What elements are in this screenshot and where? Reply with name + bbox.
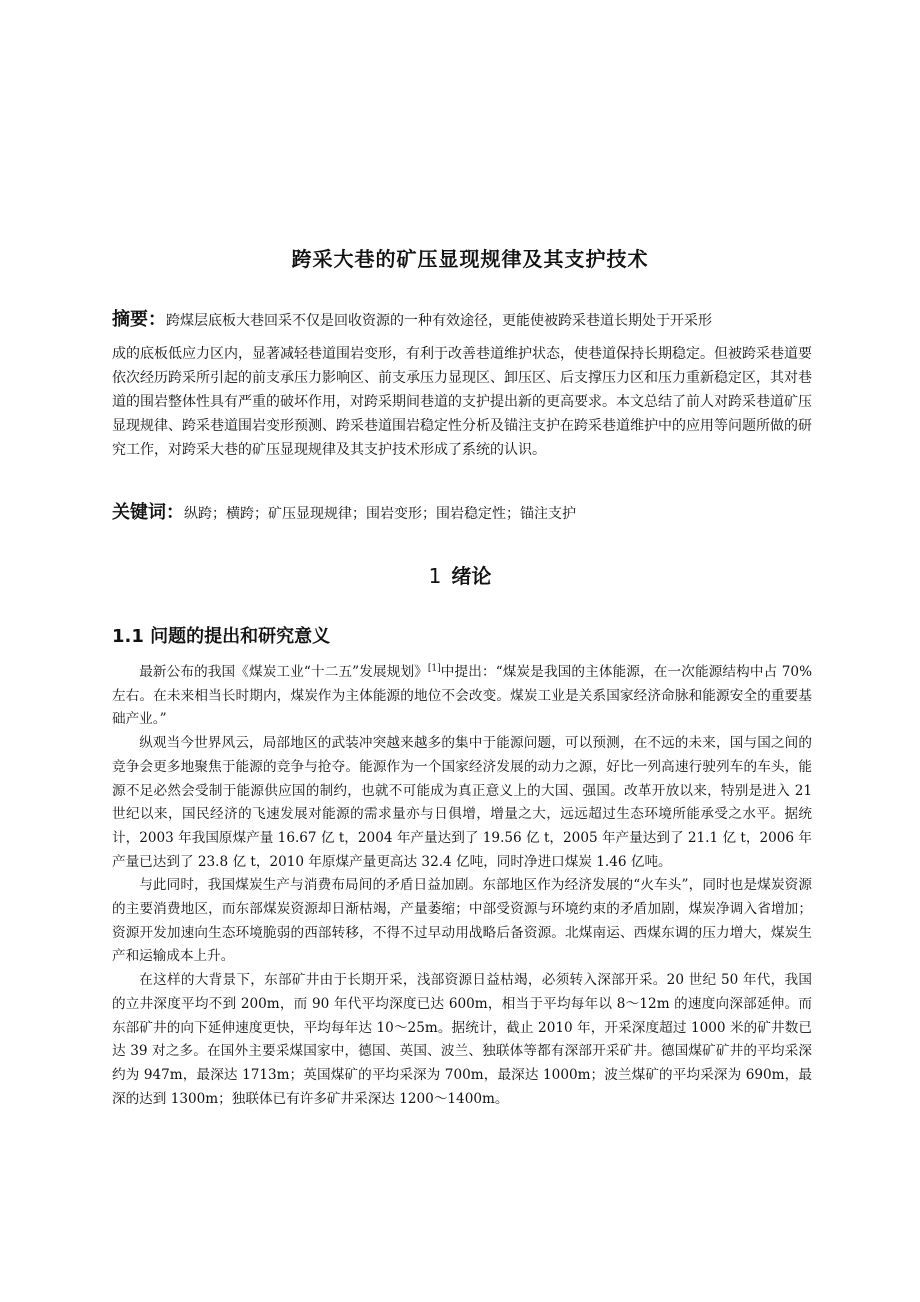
keywords-label: 关键词： [112,502,184,523]
paragraph-1 [112,661,812,732]
abstract-label: 摘要： [112,309,166,330]
chapter-title: 绪论 [451,564,492,588]
paragraph-1-before: 最新公布的我国《煤炭工业“十二五”发展规划》 [139,664,428,680]
abstract-first-line [112,305,812,336]
keywords [112,500,812,527]
citation-ref: [1] [427,663,441,674]
abstract-first-text: 跨煤层底板大巷回采不仅是回收资源的一种有效途径，更能使被跨采巷道长期处于开采形 [166,313,712,329]
paragraph-2: 纵观当今世界风云，局部地区的武装冲突越来越多的集中于能源问题，可以预测，在不远的未来，国与国之间的竞争会更多地聚焦于能源的竞争与抢夺。能源作为一个国家经济发展的动力之源，好比一列高速行驶列车的车头，能源不足必然会受制于能源供应国的制约，也就不可能成为真正意义上的大国、强国。改革开放以来，特别是进入 21 世纪以来，国民经济的飞速发展对能源的需求量亦与日俱增，增量之大，远远超过生态环境所能承受之水平。据统计，2003 年我国原煤产量 16.67 亿 t，2004 年产量达到了 19.56 亿 t，2005 年产量达到了 21.1 亿 t，2006 年产量已达到了 23.8 亿 t，2010 年原煤产量更高达 32.4 亿吨，同时净进口煤炭 1.46 亿吨。 [112,735,812,870]
body-text [112,661,812,1111]
document-title: 跨采大巷的矿压显现规律及其支护技术 [291,247,649,271]
section-heading: 1.1 问题的提出和研究意义 [112,626,331,647]
keywords-text: 纵跨；横跨；矿压显现规律；围岩变形；围岩稳定性；锚注支护 [184,506,576,522]
chapter-number: 1 [428,564,442,588]
paragraph-3: 与此同时，我国煤炭生产与消费布局间的矛盾日益加剧。东部地区作为经济发展的“火车头”，同时也是煤炭资源的主要消费地区，而东部煤炭资源却日渐枯竭，产量萎缩；中部受资源与环境约束的矛盾加剧，煤炭净调入省增加；资源开发加速向生态环境脆弱的西部转移，不得不过早动用战略后备资源。北煤南运、西煤东调的压力增大，煤炭生产和运输成本上升。 [112,877,812,965]
chapter-heading [0,560,920,589]
abstract-text: 成的底板低应力区内，显著减轻巷道围岩变形，有利于改善巷道维护状态，使巷道保持长期稳定。但被跨采巷道要依次经历跨采所引起的前支承压力影响区、前支承压力显现区、卸压区、后支撑压力区和压力重新稳定区，其对巷道的围岩整体性具有严重的破坏作用，对跨采期间巷道的支护提出新的更高要求。本文总结了前人对跨采巷道矿压显现规律、跨采巷道围岩变形预测、跨采巷道围岩稳定性分析及锚注支护在跨采巷道维护中的应用等问题所做的研究工作，对跨采大巷的矿压显现规律及其支护技术形成了系统的认识。 [112,346,812,458]
paragraph-4: 在这样的大背景下，东部矿井由于长期开采，浅部资源日益枯竭，必须转入深部开采。20 世纪 50 年代，我国的立井深度平均不到 200m，而 90 年代平均深度已达 600m，相当于平均每年以 8～12m 的速度向深部延伸。而东部矿井的向下延伸速度更快，平均每年达 10～25m。据统计，截止 2010 年，开采深度超过 1000 米的矿井数已达 39 对之多。在国外主要采煤国家中，德国、英国、波兰、独联体等都有深部开采矿井。德国煤矿矿井的平均采深约为 947m，最深达 1713m；英国煤矿的平均采深为 700m，最深达 1000m；波兰煤矿的平均采深为 690m，最深的达到 1300m；独联体已有许多矿井采深达 1200～1400m。 [112,972,812,1107]
abstract [112,305,812,462]
paragraph-1-after: 中提出：“煤炭是我国的主体能源，在一次能源结构中占 70%左右。在未来相当长时期内，煤炭作为主体能源的地位不会改变。煤炭工业是关系国家经济命脉和能源安全的重要基础产业。” [112,664,812,728]
